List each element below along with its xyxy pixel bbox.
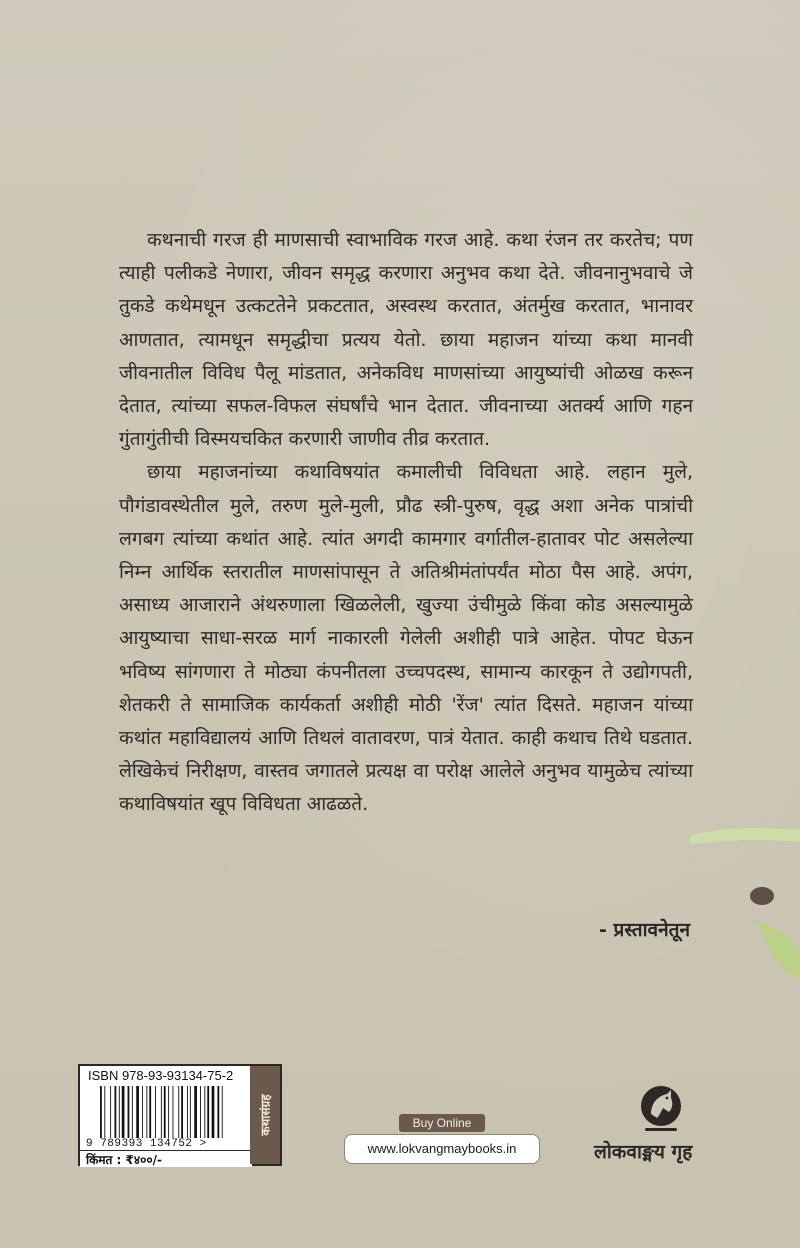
website-link[interactable]: www.lokvangmaybooks.in <box>344 1134 540 1164</box>
buy-online-tag: Buy Online <box>399 1114 485 1132</box>
price-label: किंमत : ₹४००/- <box>86 1153 162 1167</box>
green-smudge-mark <box>690 822 800 846</box>
barcode-digits: 9 789393 134752 > <box>86 1138 207 1150</box>
publisher-horse-logo-icon <box>633 1080 689 1136</box>
blurb-paragraph-2: छाया महाजनांच्या कथाविषयांत कमालीची विविधता आहे. लहान मुले, पौगंडावस्थेतील मुले, तरुण मुले-मुली, प्रौढ स्त्री-पुरुष, वृद्ध अशा अनेक पात्रांची लगबग त्यांच्या कथांत आहे. त्यांत अगदी कामगार वर्गातील-हातावर पोट असलेल्या निम्न आर्थिक स्तरातील माणसांपासून ते अतिश्रीमंतांपर्यंत मोठा पैस आहे. अपंग, असाध्य आजाराने अंथरुणाला खिळलेली, खुज्या उंचीमुळे किंवा कोड असल्यामुळे आयुष्याचा साधा-सरळ मार्ग नाकारली गेलेली अशीही पात्रे आहेत. पोपट घेऊन भविष्य सांगणारा ते मोठ्या कंपनीतला उच्चपदस्थ, सामान्य कारकून ते उद्योगपती, शेतकरी ते सामाजिक कार्यकर्ता अशीही मोठी 'रेंज' त्यांत दिसते. महाजन यांच्या कथांत महाविद्यालयं आणि तिथलं वातावरण, पात्रं येतात. काही कथाच तिथे घडतात. लेखिकेचं निरीक्षण, वास्तव जगातले प्रत्यक्ष वा परोक्ष आलेले अनुभव यामुळेच त्यांच्या कथाविषयांत खूप विविधता आढळते. <box>119 461 694 816</box>
blurb-text <box>119 224 693 822</box>
source-attribution: - प्रस्तावनेतून <box>599 919 690 941</box>
publisher-name: लोकवाङ्मय गृह <box>594 1141 693 1163</box>
blurb-paragraph-1: कथनाची गरज ही माणसाची स्वाभाविक गरज आहे. कथा रंजन तर करतेच; पण त्याही पलीकडे नेणारा, जीवन समृद्ध करणारा अनुभव कथा देते. जीवनानुभवाचे जे तुकडे कथेमधून उत्कटतेने प्रकटतात, अस्वस्थ करतात, अंतर्मुख करतात, भानावर आणतात, त्यामधून समृद्धीचा प्रत्यय येतो. छाया महाजन यांच्या कथा मानवी जीवनातील विविध पैलू मांडतात, अनेकविध माणसांच्या आयुष्यांची ओळख करून देतात, त्यांच्या सफल-विफल संघर्षांचे भान देतात. जीवनाच्या अतर्क्य आणि गहन गुंतागुंतीची विस्मयचकित करणारी जाणीव तीव्र करतात. <box>119 229 693 451</box>
dark-smudge-mark <box>740 880 800 980</box>
genre-label: कथासंग्रह <box>258 1094 273 1136</box>
price-row <box>80 1150 252 1167</box>
isbn-area <box>80 1066 252 1167</box>
genre-strip <box>250 1066 280 1164</box>
isbn-label: ISBN 978-93-93134-75-2 <box>88 1068 234 1083</box>
isbn-price-block <box>78 1064 282 1166</box>
barcode-icon <box>100 1086 240 1138</box>
